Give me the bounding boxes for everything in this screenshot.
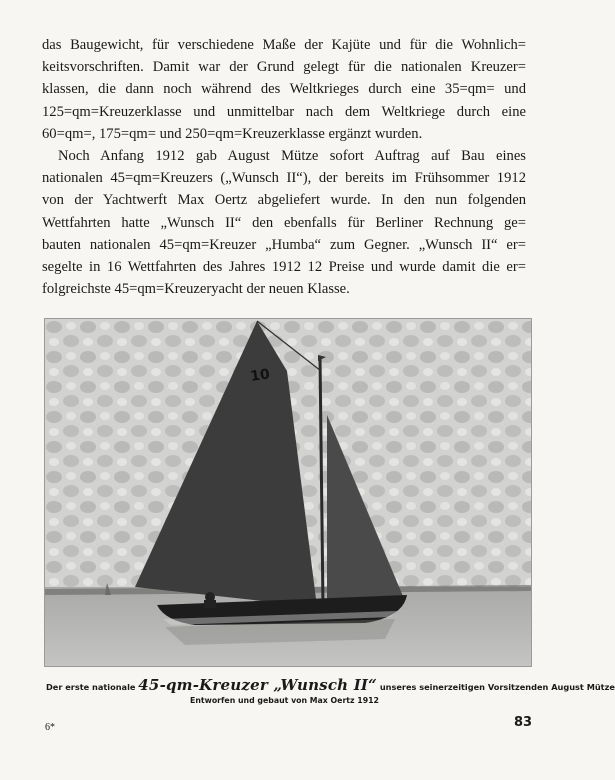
photo-caption: [46, 676, 615, 694]
text-line: nationalen 45=qm=Kreuzers („Wunsch II“), der bereits im Frühsommer 1912: [42, 170, 526, 187]
text-line: klassen, die dann noch während des Weltkrieges durch eine 35=qm= und: [42, 81, 526, 98]
caption-title: 45-qm-Kreuzer „Wunsch II“: [138, 676, 377, 694]
sailboat-photo: [44, 318, 532, 667]
caption-prefix: Der erste nationale: [46, 682, 136, 692]
text-line: folgreichste 45=qm=Kreuzeryacht der neuen Klasse.: [42, 281, 350, 298]
caption-suffix: unseres seinerzeitigen Vorsitzenden August Mütze: [379, 682, 615, 692]
sailboat-illustration: [45, 319, 531, 666]
caption-subline: Entworfen und gebaut von Max Oertz 1912: [190, 696, 379, 705]
paragraph-1: [42, 34, 526, 145]
text-line: bauten nationalen 45=qm=Kreuzer „Humba“ zum Gegner. „Wunsch II“ er=: [42, 236, 526, 253]
page-number: 83: [514, 715, 533, 730]
text-line: von der Yachtwerft Max Oertz abgeliefert wurde. In den nun folgenden: [42, 192, 526, 209]
text-line: keitsvorschriften. Damit war der Grund gelegt für die nationalen Kreuzer=: [42, 59, 526, 76]
text-line: 125=qm=Kreuzerklasse und unmittelbar nach dem Weltkriege durch eine: [42, 103, 526, 120]
crew-figure: [204, 600, 216, 608]
printer-signature: 6*: [45, 722, 55, 733]
text-line: 60=qm=, 175=qm= und 250=qm=Kreuzerklasse ergänzt wurden.: [42, 125, 423, 142]
text-line: das Baugewicht, für verschiedene Maße der Kajüte und für die Wohnlich=: [42, 37, 526, 53]
text-line: Noch Anfang 1912 gab August Mütze sofort Auftrag auf Bau eines: [58, 148, 526, 165]
body-text: [42, 34, 526, 300]
paragraph-2: [42, 145, 526, 300]
text-line: Wettfahrten hatte „Wunsch II“ den ebenfalls für Berliner Rechnung ge=: [42, 214, 526, 231]
sail-number: 10: [249, 366, 271, 385]
text-line: segelte in 16 Wettfahrten des Jahres 1912 12 Preise und wurde damit die er=: [42, 259, 526, 276]
